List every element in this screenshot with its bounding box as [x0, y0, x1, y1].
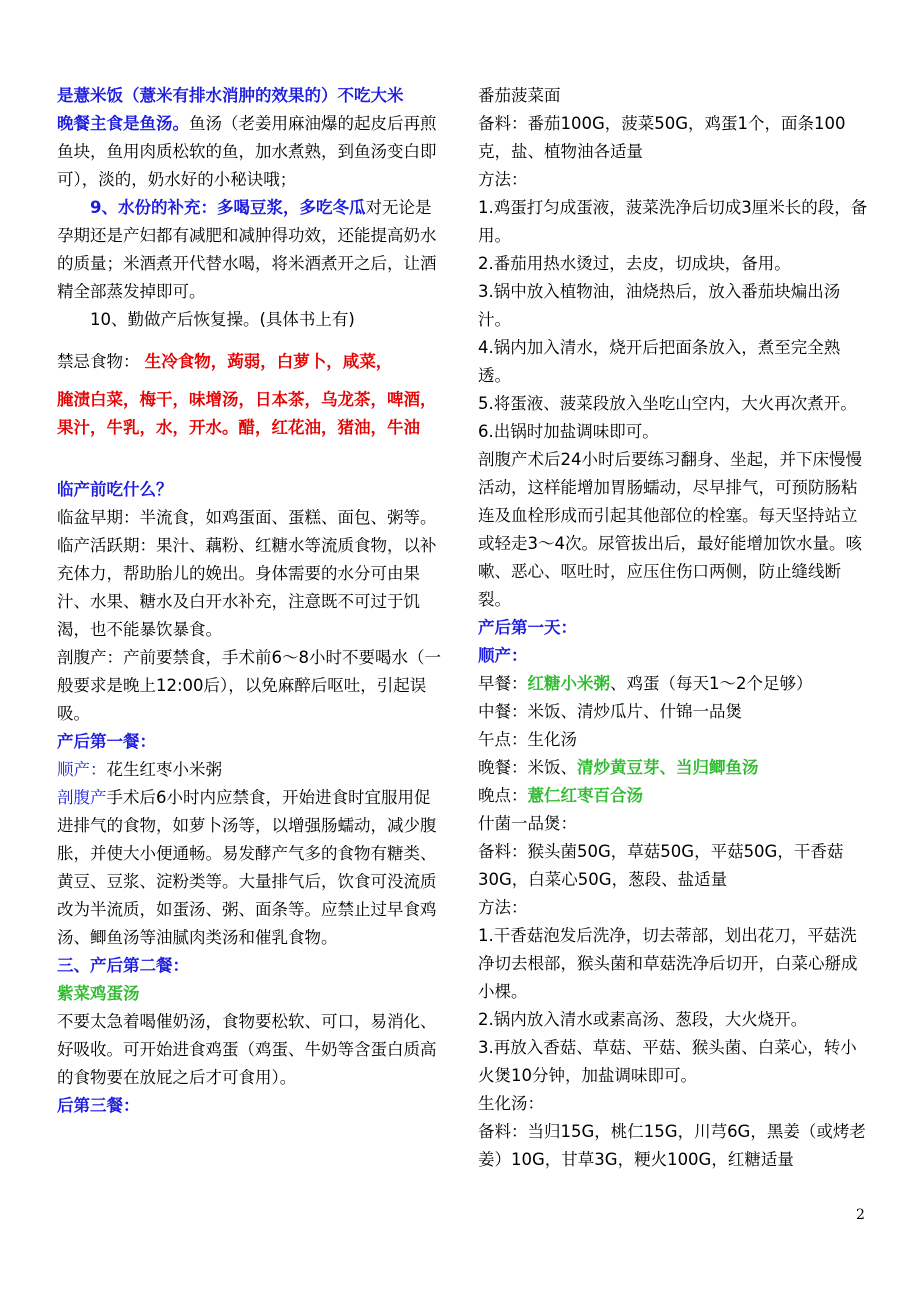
breakfast-rest: 、鸡蛋（每天1～2个足够） — [610, 674, 813, 693]
mushroom-step-2: 2.锅内放入清水或素高汤、葱段，大火烧开。 — [478, 1010, 808, 1029]
csection-text: 剖腹产：产前要禁食，手术前6～8小时不要喝水（一般要求是晚上12:00后），以免麻醉后呕吐，引起误吸。 — [57, 648, 441, 723]
mushroom-pot-title: 什菌一品煲： — [478, 814, 577, 833]
taboo-list-a: 生冷食物，蒟弱，白萝卜，咸菜， — [144, 352, 393, 371]
page-number: 2 — [856, 1207, 865, 1223]
dinner-label: 晚餐：米饭、 — [478, 758, 577, 777]
natural-birth-label: 顺产： — [57, 760, 107, 779]
taboo-paragraph — [57, 344, 445, 380]
method-label: 方法： — [478, 170, 528, 189]
taboo-list-b: 腌渍白菜，梅干，味增汤，日本茶，乌龙茶，啤酒，果汁，牛乳，水，开水。醋，红花油，猪油，牛油 — [57, 390, 437, 437]
step-5: 5.将蛋液、菠菜段放入坐吃山空内，大火再次煮开。 — [478, 394, 857, 413]
mushroom-step-1: 1.干香菇泡发后洗净，切去蒂部，划出花刀，平菇洗净切去根部，猴头菌和草菇洗净后切开，白菜心掰成小棵。 — [478, 926, 858, 1001]
natural-birth-heading: 顺产： — [478, 646, 528, 665]
first-meal-heading: 产后第一餐： — [57, 732, 156, 751]
exercise-paragraph: 10、勤做产后恢复操。(具体书上有) — [90, 310, 355, 329]
method-label-2: 方法： — [478, 898, 528, 917]
before-labor-heading: 临产前吃什么？ — [57, 480, 173, 499]
csection-first-meal-text: 手术后6小时内应禁食，开始进食时宜服用促进排气的食物，如萝卜汤等，以增强肠蠕动，减少腹胀，并使大小便通畅。易发酵产气多的食物有糖类、黄豆、豆浆、淀粉类等。大量排气后，饮食可没流质改为半流质，如蛋汤、粥、面条等。应禁止过早食鸡汤、鲫鱼汤等油腻肉类汤和催乳食物。 — [57, 788, 437, 947]
second-meal-heading: 三、产后第二餐： — [57, 956, 189, 975]
night-snack-highlight: 薏仁红枣百合汤 — [527, 786, 643, 805]
night-snack-line — [478, 782, 868, 810]
step-2: 2.番茄用热水烫过，去皮，切成块，备用。 — [478, 254, 791, 273]
mushroom-step-3: 3.再放入香菇、草菇、平菇、猴头菌、白菜心，转小火煲10分钟，加盐调味即可。 — [478, 1038, 857, 1085]
dinner-line — [478, 754, 868, 782]
tomato-noodle-title: 番茄菠菜面 — [478, 86, 561, 105]
shenghua-soup-ingredients: 备料：当归15G，桃仁15G，川芎6G，黑姜（或烤老姜）10G，甘草3G，粳火100G，红糖适量 — [478, 1122, 866, 1169]
shenghua-soup-title: 生化汤： — [478, 1094, 544, 1113]
dinner-highlight-2: 当归鲫鱼汤 — [676, 758, 759, 777]
rice-heading: 是薏米饭（薏米有排水消肿的效果的）不吃大米 — [57, 86, 404, 105]
step-1: 1.鸡蛋打匀成蛋液，菠菜洗净后切成3厘米长的段，备用。 — [478, 198, 868, 245]
right-column — [478, 82, 868, 1174]
night-snack-label: 晚点： — [478, 786, 528, 805]
third-meal-heading: 后第三餐： — [57, 1096, 140, 1115]
step-3: 3.锅中放入植物油，油烧热后，放入番茄块煸出汤汁。 — [478, 282, 841, 329]
dinner-sep: 、 — [659, 758, 676, 777]
lunch-line: 中餐：米饭、清炒瓜片、什锦一品煲 — [478, 702, 742, 721]
snack-line: 午点：生化汤 — [478, 730, 577, 749]
breakfast-highlight: 红糖小米粥 — [527, 674, 610, 693]
rice-paragraph — [57, 82, 445, 194]
fish-soup-text: 鱼汤（老姜用麻油爆的起皮后再煎鱼块，鱼用肉质松软的鱼，加水煮熟，到鱼汤变白即可），淡的，奶水好的小秘诀哦； — [57, 114, 437, 189]
dinner-highlight-1: 清炒黄豆芽 — [577, 758, 660, 777]
active-labor-text: 临产活跃期：果汁、藕粉、红糖水等流质食物，以补充体力，帮助胎儿的娩出。身体需要的水分可由果汁、水果、糖水及白开水补充，注意既不可过于饥渴，也不能暴饮暴食。 — [57, 536, 437, 639]
seaweed-egg-soup-heading: 紫菜鸡蛋汤 — [57, 984, 140, 1003]
breakfast-label: 早餐： — [478, 674, 528, 693]
second-meal-text: 不要太急着喝催奶汤，食物要松软、可口，易消化、好吸收。可开始进食鸡蛋（鸡蛋、牛奶等含蛋白质高的食物要在放屁之后才可食用）。 — [57, 1012, 437, 1087]
day-one-heading: 产后第一天： — [478, 618, 577, 637]
water-text: 对无论是孕期还是产妇都有减肥和减肿得功效，还能提高奶水的质量；米酒煮开代替水喝，将米酒煮开之后，让酒精全部蒸发掉即可。 — [57, 198, 437, 301]
post-csection-text: 剖腹产术后24小时后要练习翻身、坐起，并下床慢慢活动，这样能增加胃肠蠕动，尽早排气，可预防肠粘连及血栓形成而引起其他部位的栓塞。每天坚持站立或轻走3～4次。尿管拔出后，最好能增加饮水量。咳嗽、恶心、呕吐时，应压住伤口两侧，防止缝线断裂。 — [478, 450, 862, 609]
csection-first-meal — [57, 784, 445, 952]
tomato-noodle-ingredients: 备料：番茄100G，菠菜50G，鸡蛋1个，面条100克，盐、植物油各适量 — [478, 114, 846, 161]
natural-birth-text: 花生红枣小米粥 — [106, 760, 222, 779]
water-heading: 9、水份的补充：多喝豆浆，多吃冬瓜 — [90, 198, 366, 217]
csection-label: 剖腹产 — [57, 788, 107, 807]
left-column — [57, 82, 445, 1120]
early-labor-text: 临盆早期：半流食，如鸡蛋面、蛋糕、面包、粥等。 — [57, 508, 437, 527]
breakfast-line — [478, 670, 868, 698]
taboo-label: 禁忌食物： — [57, 352, 140, 371]
water-paragraph — [57, 194, 445, 306]
step-6: 6.出锅时加盐调味即可。 — [478, 422, 659, 441]
step-4: 4.锅内加入清水，烧开后把面条放入，煮至完全熟透。 — [478, 338, 841, 385]
mushroom-pot-ingredients: 备料：猴头菌50G，草菇50G，平菇50G，干香菇30G，白菜心50G，葱段、盐适量 — [478, 842, 844, 889]
natural-birth-line — [57, 756, 445, 784]
dinner-heading: 晚餐主食是鱼汤。 — [57, 114, 189, 133]
